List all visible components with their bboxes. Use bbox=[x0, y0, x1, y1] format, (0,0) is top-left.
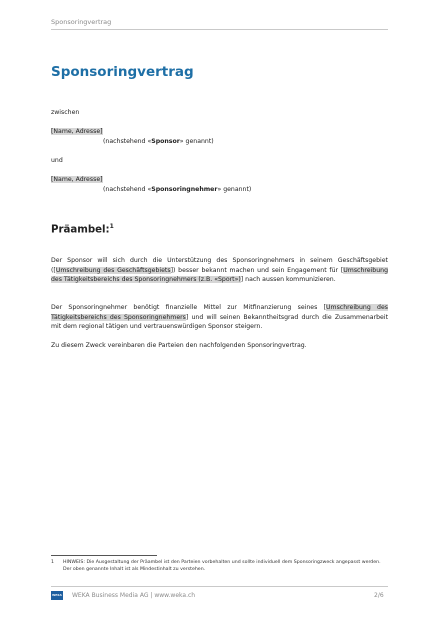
between-label: zwischen bbox=[51, 109, 80, 116]
preamble-paragraph-3: Zu diesem Zweck vereinbaren die Parteien den nachfolgenden Sponsoringvertrag. bbox=[51, 342, 307, 349]
and-label: und bbox=[51, 157, 63, 164]
page-number: 2/6 bbox=[374, 592, 384, 599]
party1-name-field: [Name, Adresse] bbox=[51, 128, 103, 135]
business-area-placeholder: Umschreibung des Geschäftsgebiets bbox=[55, 266, 171, 274]
preamble-heading: Präambel:$^1$ bbox=[51, 223, 114, 236]
footnote-text: HINWEIS: Die Ausgestaltung der Präambel ist den Parteien vorbehalten und sollte individuell dem Sponsoringzweck angepasst werden. Der oben genannte Inhalt ist als Mindestinhalt zu verstehen. bbox=[63, 560, 381, 572]
preamble-paragraph-1: Der Sponsor will sich durch die Unterstützung des Sponsoringnehmers in seinem Geschäftsgebiet ([Umschreibung des Geschäftsgebiets]) besser bekannt machen und sein Engagement für [Umschreibung des Tätigkeitsbereichs des Sponsoringnehmers (z.B. «Sport»)] nach aussen kommunizieren. bbox=[51, 257, 389, 284]
activity-area-placeholder: Umschreibung des Tätigkeitsbereichs des Sponsoringnehmers (z.B. «Sport») bbox=[51, 266, 389, 284]
footnote-reference: 1 bbox=[109, 223, 114, 230]
document-title: Sponsoringvertrag bbox=[51, 64, 194, 80]
header-divider bbox=[51, 29, 388, 30]
party2-role-line: (nachstehend «Sponsoringnehmer» genannt) bbox=[103, 186, 252, 193]
party2-placeholder bbox=[51, 175, 103, 185]
party2-name-field: [Name, Adresse] bbox=[51, 176, 103, 183]
party2-role: Sponsoringnehmer bbox=[151, 186, 218, 193]
activity-area-placeholder-2: Umschreibung des Tätigkeitsbereichs des Sponsoringnehmers bbox=[51, 304, 388, 321]
party1-role-line: (nachstehend «Sponsor» genannt) bbox=[103, 138, 214, 145]
preamble-paragraph-2: Der Sponsoringnehmer benötigt finanzielle Mittel zur Mitfinanzierung seines [Umschreibung des Tätigkeitsbereichs des Sponsoringnehmers] und will seinen Bekanntheitsgrad durch die Zusammenarbeit mit dem regional tätigen und vertrauenswürdigen Sponsor steigern. bbox=[51, 304, 388, 331]
footer-publisher: WEKA Business Media AG | www.weka.ch bbox=[72, 592, 196, 599]
running-header: Sponsoringvertrag bbox=[51, 18, 112, 26]
footer-divider bbox=[51, 586, 388, 587]
weka-logo: WEKA bbox=[51, 591, 63, 600]
party1-role: Sponsor bbox=[151, 138, 180, 145]
party1-placeholder bbox=[51, 127, 103, 137]
footnote-divider bbox=[51, 555, 157, 556]
footnote-number: 1 bbox=[51, 560, 54, 565]
footnote bbox=[51, 560, 388, 574]
